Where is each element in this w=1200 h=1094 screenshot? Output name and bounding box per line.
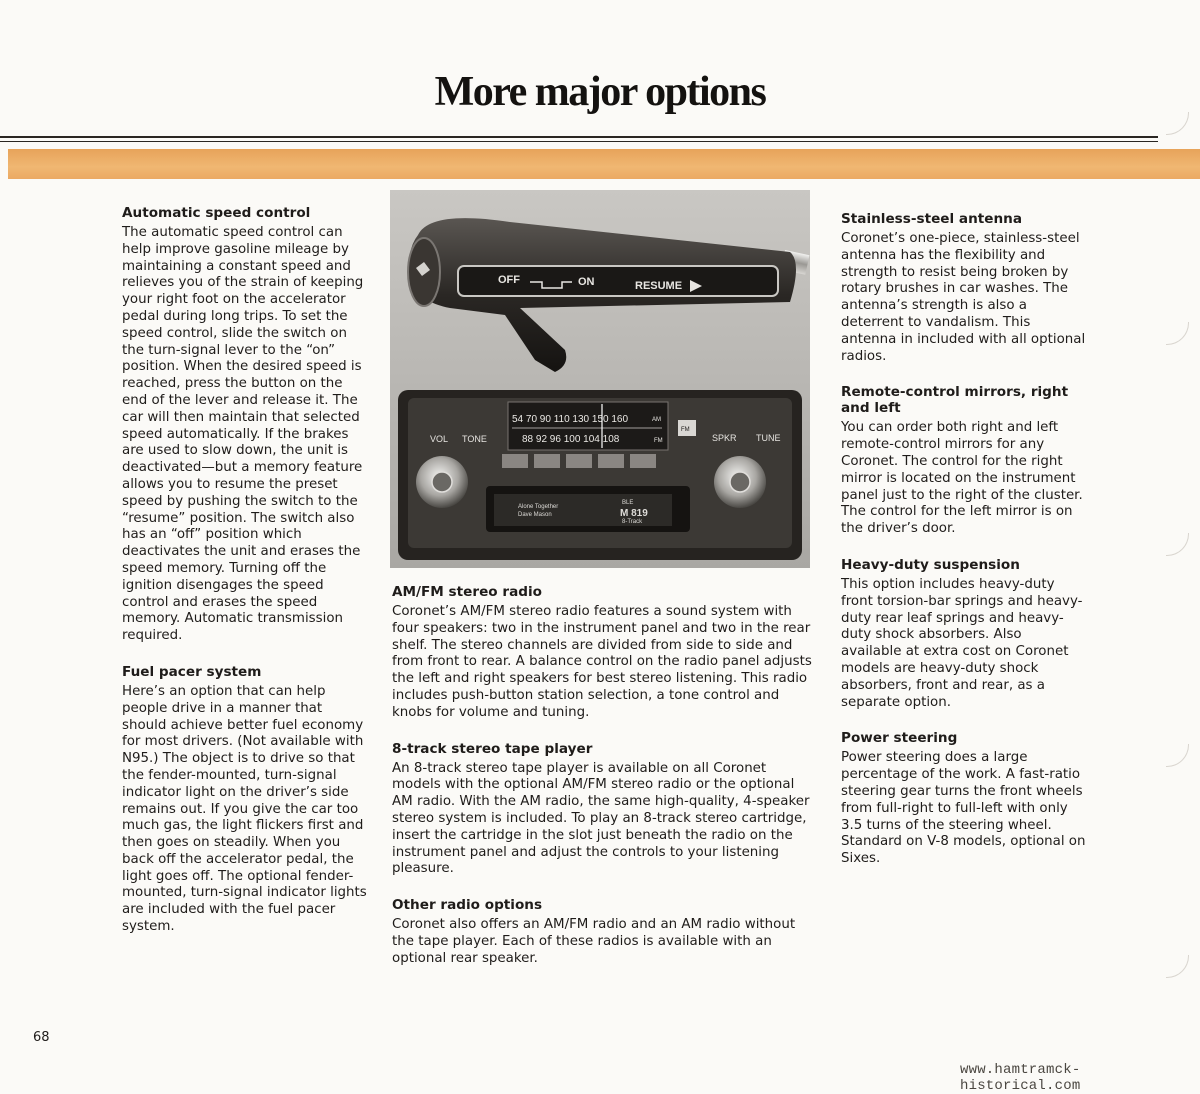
lever-off-label: OFF (498, 274, 520, 286)
cartridge-label-1: BLE (622, 500, 634, 506)
lever-resume-label: RESUME (635, 280, 683, 292)
fm-scale: 88 92 96 100 104 108 (522, 434, 620, 445)
cartridge-artist: Dave Mason (518, 512, 552, 518)
middle-column (392, 584, 812, 987)
section-heading: Heavy-duty suspension (841, 556, 1020, 573)
fm-unit: FM (654, 438, 663, 444)
lever-on-label: ON (578, 276, 595, 288)
header-rule (0, 136, 1158, 138)
fm-button: FM (681, 427, 690, 433)
section-heading: Power steering (841, 730, 958, 747)
page-title: More major options (434, 69, 766, 115)
section-body: The automatic speed control can help improve gasoline mileage by maintaining a constant speed and relieves you of the strain of keeping your right foot on the accelerator pedal during long trips. To set the speed control, slide the switch on the turn-signal lever to the “on” position. When the desired speed is reached, press the button on the end of the lever and release it. The car will then maintain that selected speed automatically. If the brakes are used to slow down, the unit is deactivated—but a memory feature allows you to resume the preset speed by pushing the switch to the “resume” position. The switch also has an “off” position which deactivates the unit and erases the speed memory. Turning off the ignition disengages the speed control and erases the speed memory. Automatic transmission required. (122, 225, 364, 644)
section-body: Power steering does a large percentage of the work. A fast-ratio steering gear turns the front wheels from full-right to full-left with only 3.5 turns of the steering wheel. Standard on V-8 models, optional on Sixes. (841, 750, 1086, 867)
header-rule-thin (0, 141, 1158, 142)
binder-hole-mark (1166, 533, 1189, 556)
section-heading: Stainless-steel antenna (841, 211, 1023, 227)
section-body: Coronet’s AM/FM stereo radio features a sound system with four speakers: two in the instrument panel and two in the rear shelf. The stereo channels are divided from side to side and from front to rear. A balance control on the radio panel adjusts the left and right speakers for best stereo listening. This radio includes push-button station selection, a tone control and knobs for volume and tuning. (392, 604, 812, 720)
orange-band (8, 149, 1200, 179)
binder-hole-mark (1166, 322, 1189, 345)
section-body: Coronet’s one-piece, stainless-steel antenna has the flexibility and strength to resist being broken by rotary brushes in car washes. The antenna’s strength is also a deterrent to vandalism. This antenna in included with all optional radios. (841, 231, 1086, 364)
section-body: An 8-track stereo tape player is available on all Coronet models with the optional AM/FM stereo radio or the optional AM radio. With the AM radio, the same high-quality, 4-speaker stereo system is included. To play an 8-track stereo cartridge, insert the cartridge in the slot just beneath the radio on the instrument panel and adjust the controls to your listening pleasure. (392, 760, 810, 877)
left-column (122, 205, 367, 955)
spkr-label: SPKR (712, 433, 737, 443)
section-heading: Remote-control mirrors, right and left (841, 384, 1069, 417)
section-heading: Other radio options (392, 897, 543, 914)
section-heading: Fuel pacer system (122, 663, 262, 680)
product-photo (390, 190, 810, 568)
cartridge-title: Alone Together (518, 504, 559, 510)
cartridge-label-3: 8-Track (622, 519, 643, 525)
tone-label: TONE (462, 434, 487, 444)
section-body: You can order both right and left remote-control mirrors for any Coronet. The control for the right mirror is located on the instrument panel just to the right of the cluster. The control for the left mirror is on the driver’s door. (841, 420, 1083, 537)
cartridge-label-2: M 819 (620, 508, 648, 519)
section-heading: Automatic speed control (122, 205, 311, 221)
tune-label: TUNE (756, 433, 781, 443)
section-body: Coronet also offers an AM/FM radio and an AM radio without the tape player. Each of these radios is available with an optional rear speaker. (392, 917, 796, 966)
page-number: 68 (33, 1030, 50, 1045)
binder-hole-mark (1166, 112, 1189, 135)
am-scale: 54 70 90 110 130 150 160 (512, 414, 629, 425)
section-body: This option includes heavy-duty front torsion-bar springs and heavy-duty rear leaf springs and heavy-duty shock absorbers. Also available at extra cost on Coronet models are heavy-duty shock absorbers, front and rear, as a separate option. (841, 576, 1083, 710)
binder-hole-mark (1166, 955, 1189, 978)
right-column (841, 211, 1086, 887)
site-credit: www.hamtramck-historical.com (960, 1062, 1081, 1094)
vol-label: VOL (430, 434, 449, 444)
section-heading: AM/FM stereo radio (392, 584, 542, 600)
section-heading: 8-track stereo tape player (392, 740, 593, 757)
section-body: Here’s an option that can help people drive in a manner that should achieve better fuel economy for most drivers. (Not available with N95.) The object is to drive so that the fender-mounted, turn-signal indicator light on the driver’s side remains out. If you give the car too much gas, the light flickers first and then goes on steadily. When you back off the accelerator pedal, the light goes off. The optional fender-mounted, turn-signal indicator lights are included with the fuel pacer system. (122, 683, 367, 935)
photo-illustration (390, 190, 810, 568)
binder-hole-mark (1166, 744, 1189, 767)
am-unit: AM (652, 417, 661, 423)
